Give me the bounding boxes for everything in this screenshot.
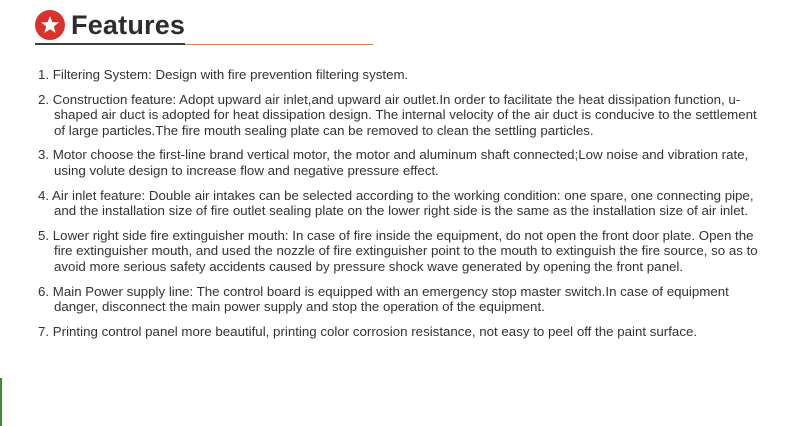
title-underline-accent [185,44,373,45]
decorative-side-line [0,378,2,426]
title-underline [35,43,185,45]
feature-item: 7. Printing control panel more beautiful, printing color corrosion resistance, not easy to peel off the paint surface. [38,323,698,339]
feature-item: 4. Air inlet feature: Double air intakes can be selected according to the working condition: one spare, one connecting pipe, and the installation size of fire outlet sealing plate on the lower right side is the same as the installation size of air inlet. [38,187,754,219]
feature-item: 2. Construction feature: Adopt upward air inlet,and upward air outlet.In order to facilitate the heat dissipation function, u-shaped air duct is adopted for heat dissipation design. The internal velocity of the air duct is conducive to the settlement of large particles.The fire mouth sealing plate can be removed to clean the settling particles. [38,91,757,138]
feature-item: 1. Filtering System: Design with fire prevention filtering system. [38,67,409,82]
section-header [35,6,375,46]
feature-item: 6. Main Power supply line: The control board is equipped with an emergency stop master switch.In case of equipment danger, disconnect the main power supply and stop the operation of the equipment. [38,283,729,315]
page-title: Features [71,10,186,40]
star-badge [35,10,65,40]
feature-item: 3. Motor choose the first-line brand vertical motor, the motor and aluminum shaft connected;Low noise and vibration rate, using volute design to increase flow and negative pressure effect. [38,147,749,178]
features-list [38,67,768,348]
feature-item: 5. Lower right side fire extinguisher mouth: In case of fire inside the equipment, do not open the front door plate. Open the fire extinguisher mouth, and used the nozzle of fire extinguisher point to the mouth to extinguish the fire source, so as to avoid more serious safety accidents caused by pressure shock wave generated by opening the front panel. [38,227,758,274]
star-icon [40,15,60,35]
